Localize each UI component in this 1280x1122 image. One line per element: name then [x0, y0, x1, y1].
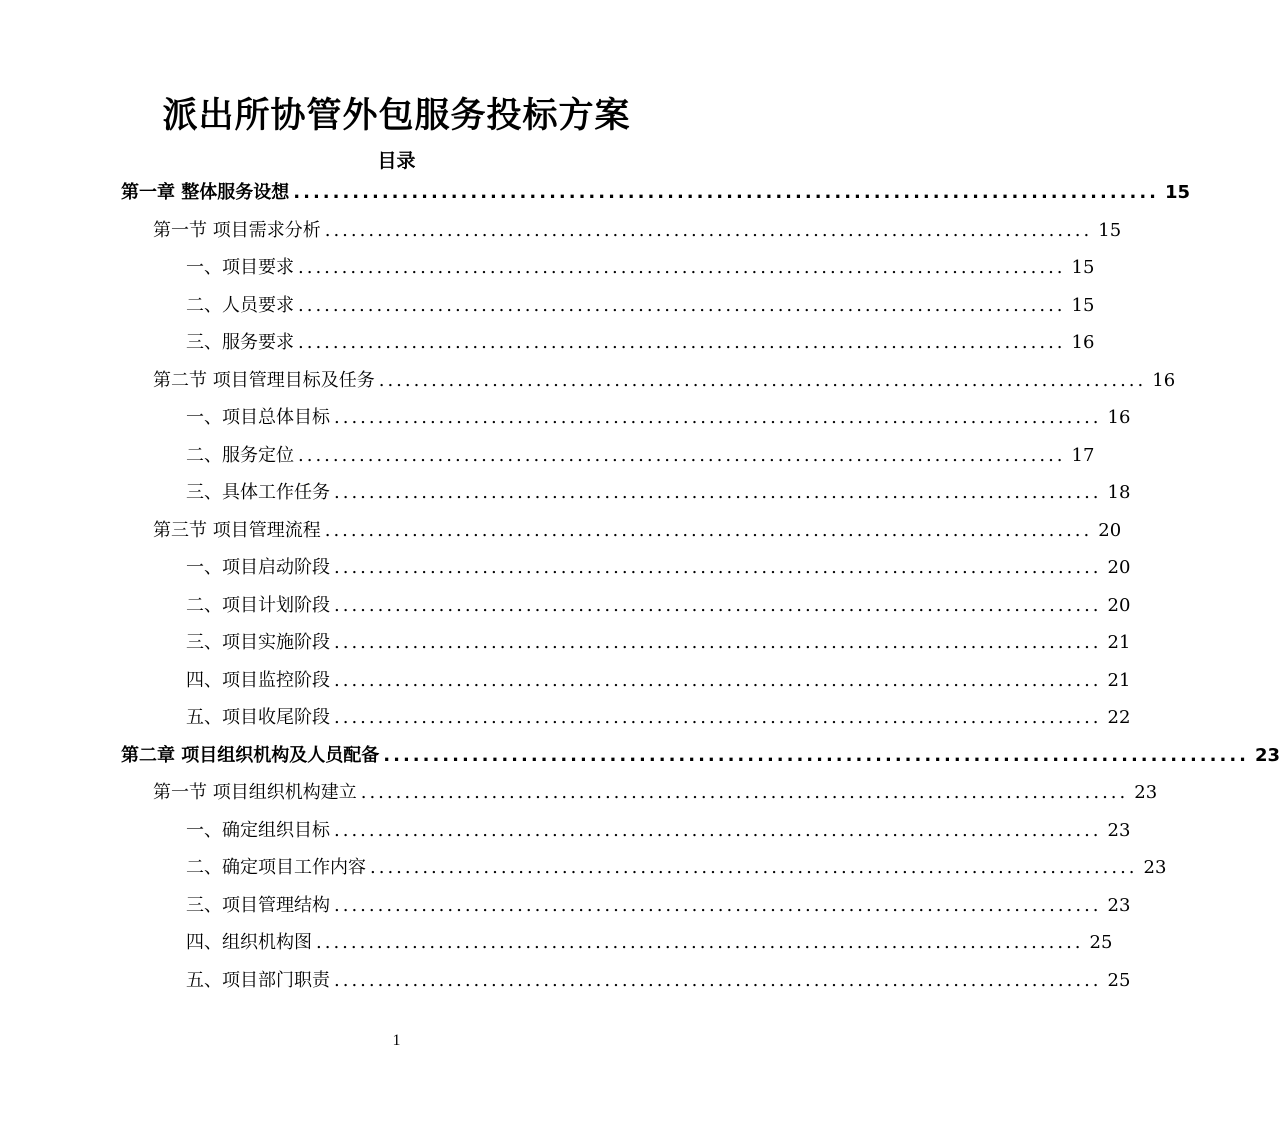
toc-entry-item[interactable]: [186, 812, 1131, 849]
toc-entry-label: 一、确定组织目标: [186, 819, 330, 841]
toc-entry-item[interactable]: [186, 849, 1167, 886]
toc-entry-item[interactable]: [186, 324, 1095, 361]
toc-entry-item[interactable]: [186, 437, 1095, 474]
toc-entry-page: 15: [1098, 219, 1122, 241]
document-title: 派出所协管外包服务投标方案: [162, 96, 631, 136]
toc-heading: 目录: [377, 150, 416, 172]
toc-entry-label: 五、项目收尾阶段: [186, 707, 330, 728]
toc-entry-item[interactable]: [186, 924, 1113, 961]
toc-entry-label: 一、项目要求: [186, 257, 294, 278]
toc-leader-dots: ........................................................................................: [298, 294, 1066, 316]
toc-leader-dots: ........................................................................................: [298, 257, 1066, 278]
toc-leader-dots: ........................................................................................: [334, 894, 1102, 916]
toc-entry-page: 16: [1152, 369, 1176, 391]
toc-entry-page: 21: [1107, 632, 1131, 653]
toc-entry-label: 第一节 项目组织机构建立: [153, 782, 357, 803]
toc-entry-label: 三、项目管理结构: [186, 894, 330, 916]
toc-leader-dots: ........................................................................................: [298, 332, 1066, 353]
toc-leader-dots: ........................................................................................: [378, 369, 1147, 391]
toc-entry-page: 20: [1107, 594, 1131, 616]
toc-leader-dots: ........................................................................................: [293, 182, 1160, 203]
toc-entry-label: 一、项目启动阶段: [186, 557, 330, 578]
toc-entry-label: 第一节 项目需求分析: [153, 219, 321, 241]
toc-entry-section[interactable]: [153, 212, 1122, 249]
toc-entry-page: 21: [1107, 669, 1131, 691]
toc-leader-dots: ........................................................................................: [334, 482, 1102, 503]
toc-entry-label: 一、项目总体目标: [186, 407, 330, 428]
toc-entry-item[interactable]: [186, 962, 1131, 999]
toc-entry-page: 23: [1255, 744, 1280, 766]
toc-entry-label: 二、人员要求: [186, 294, 294, 316]
toc-entry-page: 20: [1098, 519, 1122, 541]
toc-leader-dots: ........................................................................................: [334, 632, 1102, 653]
toc-entry-label: 三、服务要求: [186, 332, 294, 353]
page-number: 1: [392, 1032, 401, 1049]
toc-entry-page: 16: [1107, 407, 1131, 428]
toc-entry-label: 第二章 项目组织机构及人员配备: [121, 744, 380, 766]
toc-leader-dots: ........................................................................................: [334, 669, 1102, 691]
toc-entry-label: 第一章 整体服务设想: [121, 182, 290, 203]
toc-entry-item[interactable]: [186, 624, 1131, 661]
toc-entry-page: 23: [1107, 819, 1131, 841]
toc-leader-dots: ........................................................................................: [334, 557, 1102, 578]
toc-entry-page: 15: [1071, 257, 1095, 278]
toc-leader-dots: ........................................................................................: [334, 819, 1102, 841]
toc-entry-chapter[interactable]: [121, 174, 1191, 211]
toc-entry-label: 三、具体工作任务: [186, 482, 330, 503]
toc-entry-label: 二、服务定位: [186, 444, 294, 466]
toc-entry-label: 二、确定项目工作内容: [186, 857, 366, 878]
toc-entry-item[interactable]: [186, 249, 1095, 286]
toc-entry-page: 20: [1107, 557, 1131, 578]
toc-leader-dots: ........................................................................................: [334, 407, 1102, 428]
toc-entry-page: 25: [1089, 932, 1113, 953]
toc-entry-label: 二、项目计划阶段: [186, 594, 330, 616]
toc-entry-page: 18: [1107, 482, 1131, 503]
toc-leader-dots: ........................................................................................: [324, 519, 1093, 541]
toc-leader-dots: ........................................................................................: [334, 969, 1102, 991]
toc-entry-label: 第二节 项目管理目标及任务: [153, 369, 375, 391]
toc-entry-page: 15: [1165, 182, 1191, 203]
toc-entry-item[interactable]: [186, 699, 1131, 736]
toc-leader-dots: ........................................................................................: [383, 744, 1249, 766]
toc-entry-page: 16: [1071, 332, 1095, 353]
toc-entry-page: 22: [1107, 707, 1131, 728]
toc-entry-item[interactable]: [186, 474, 1131, 511]
toc-entry-page: 15: [1071, 294, 1095, 316]
toc-entry-section[interactable]: [153, 362, 1176, 399]
toc-entry-page: 23: [1107, 894, 1131, 916]
toc-entry-item[interactable]: [186, 662, 1131, 699]
toc-entry-page: 25: [1107, 969, 1131, 991]
toc-entry-item[interactable]: [186, 287, 1095, 324]
toc-entry-item[interactable]: [186, 549, 1131, 586]
toc-entry-section[interactable]: [153, 512, 1122, 549]
toc-leader-dots: ........................................................................................: [360, 782, 1129, 803]
toc-entry-label: 四、组织机构图: [186, 932, 312, 953]
toc-leader-dots: ........................................................................................: [370, 857, 1138, 878]
toc-entry-label: 三、项目实施阶段: [186, 632, 330, 653]
toc-entry-page: 23: [1143, 857, 1167, 878]
toc-leader-dots: ........................................................................................: [334, 594, 1102, 616]
toc-entry-label: 第三节 项目管理流程: [153, 519, 321, 541]
toc-entry-page: 17: [1071, 444, 1095, 466]
toc-entry-label: 五、项目部门职责: [186, 969, 330, 991]
toc-leader-dots: ........................................................................................: [316, 932, 1084, 953]
toc-entry-label: 四、项目监控阶段: [186, 669, 330, 691]
toc-entry-chapter[interactable]: [121, 737, 1280, 774]
toc-leader-dots: ........................................................................................: [298, 444, 1066, 466]
toc-leader-dots: ........................................................................................: [324, 219, 1093, 241]
toc-entry-item[interactable]: [186, 399, 1131, 436]
toc-entry-item[interactable]: [186, 887, 1131, 924]
toc-entry-page: 23: [1134, 782, 1158, 803]
toc-entry-section[interactable]: [153, 774, 1158, 811]
toc-entry-item[interactable]: [186, 587, 1131, 624]
toc-leader-dots: ........................................................................................: [334, 707, 1102, 728]
